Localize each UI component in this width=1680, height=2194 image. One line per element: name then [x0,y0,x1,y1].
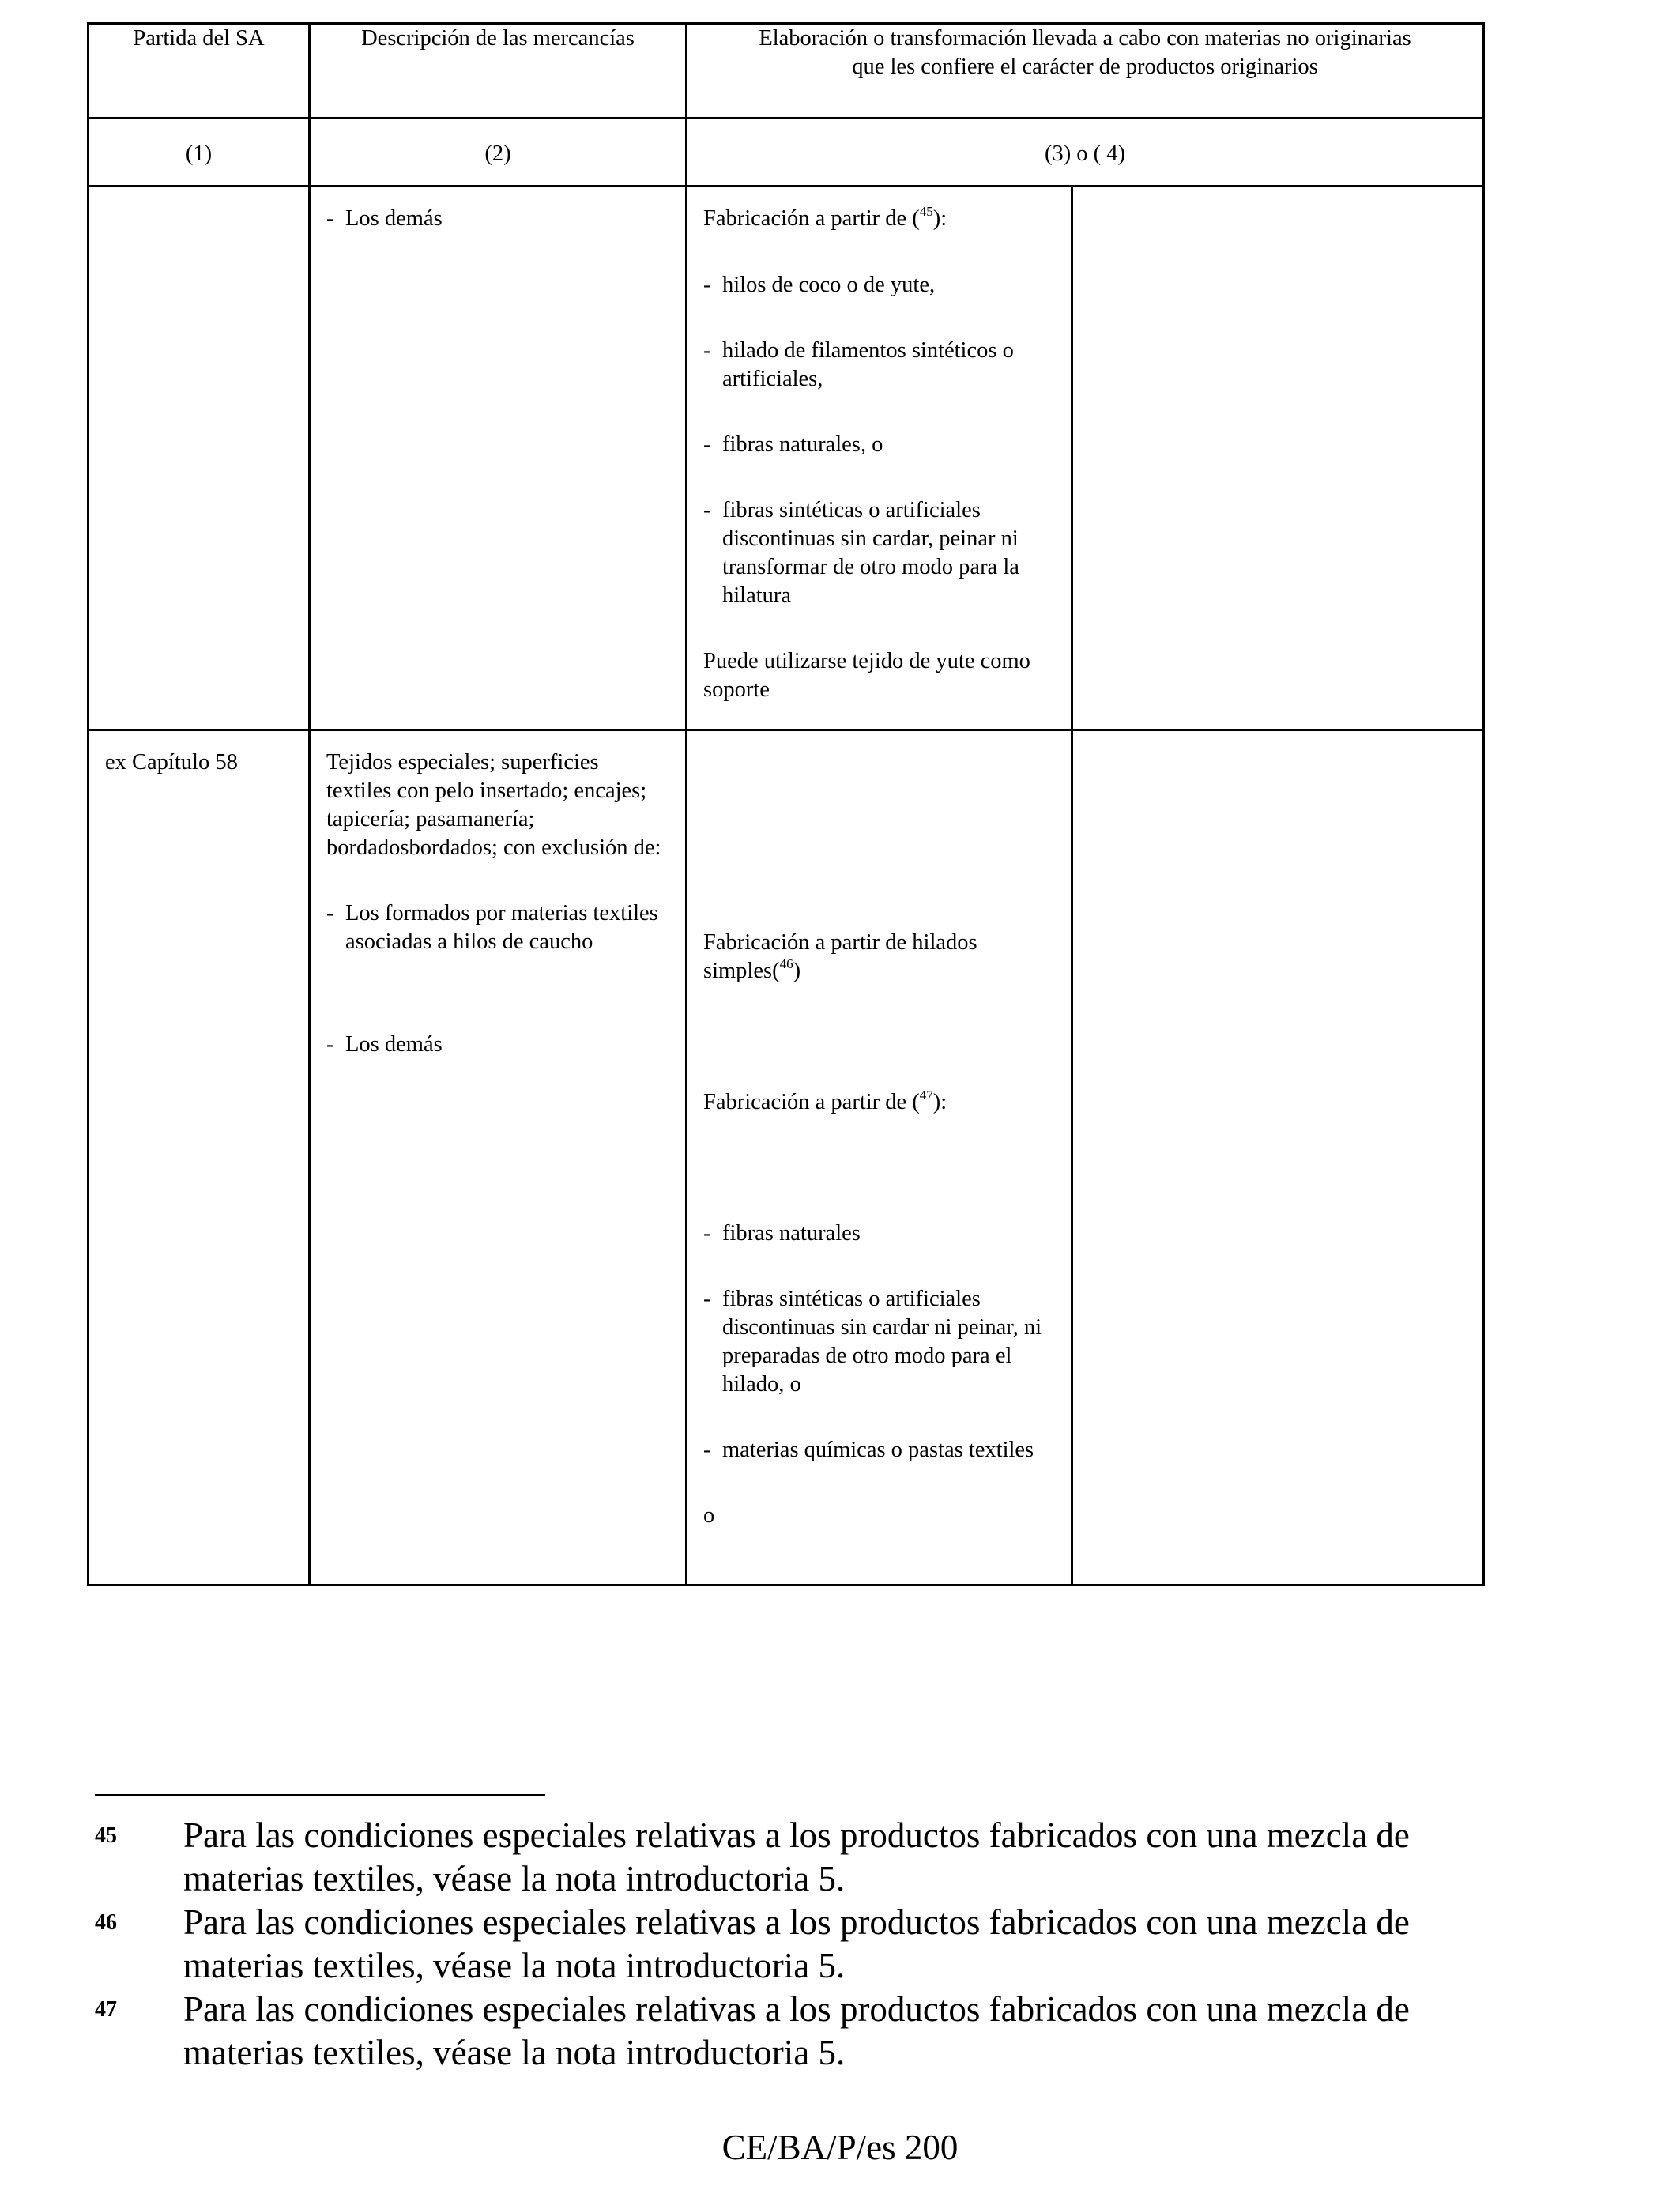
row1-rule-item: - hilos de coco o de yute, [703,271,1055,300]
footnote-text: Para las condiciones especiales relativas a los productos fabricados con una mezcla de materias textiles, véase la nota introductoria 5. [183,1989,1410,2072]
row2-rule-item: - materias químicas o pastas textiles [703,1436,1055,1465]
row2-rule-item: - fibras naturales [703,1220,1055,1248]
row2-desc-intro: Tejidos especiales; superficies textiles con pelo insertado; encajes; tapicería; pasamanería; bordadosbordados; con exclusión de: [326,750,661,860]
footnote-ref-45: 45 [919,203,933,219]
footnote-number: 45 [95,1823,117,1848]
row2-heading-cell [89,730,310,1585]
footnote [95,1814,1486,1901]
origin-rules-table [87,22,1485,1586]
footnote [95,1988,1486,2075]
row1-rule-cell [687,187,1072,730]
table-row [89,187,1484,730]
row1-description-cell [310,187,687,730]
page-footer: CE/BA/P/es 200 [721,2128,959,2167]
header-elaboracion-line1: Elaboración o transformación llevada a cabo con materias no originarias [759,26,1411,51]
col-number-2: (2) [310,119,687,187]
row1-rule-item: - fibras sintéticas o artificiales discontinuas sin cardar, peinar ni transformar de otro modo para la hilatura [703,496,1055,610]
row2-heading: ex Capítulo 58 [105,750,238,775]
footnote-text: Para las condiciones especiales relativas a los productos fabricados con una mezcla de materias textiles, véase la nota introductoria 5. [183,1815,1410,1898]
row2-col4-cell [1072,730,1484,1585]
table-header-row [89,24,1484,119]
footnote-separator [95,1794,545,1796]
header-elaboracion [687,24,1484,119]
row2-desc-item: - Los formados por materias textiles asociadas a hilos de caucho [326,899,669,956]
row1-rule-note: Puede utilizarse tejido de yute como soporte [703,649,1030,702]
row2-description-cell [310,730,687,1585]
row2-rule-cell [687,730,1072,1585]
header-descripcion: Descripción de las mercancías [310,24,687,119]
row2-rule-tail: o [703,1503,715,1528]
footnote-number: 47 [95,1997,117,2022]
row1-rule-intro: Fabricación a partir de ($^{45}$): [703,203,947,231]
footnote-ref-46: 46 [779,956,793,971]
header-partida: Partida del SA [89,24,310,119]
footnote-text: Para las condiciones especiales relativas a los productos fabricados con una mezcla de materias textiles, véase la nota introductoria 5. [183,1902,1410,1985]
row1-heading-cell [89,187,310,730]
col-number-1: (1) [89,119,310,187]
row1-col4-cell [1072,187,1484,730]
footnote-number: 46 [95,1910,117,1935]
header-elaboracion-line2: que les confiere el carácter de productos originarios [852,55,1318,79]
table-row [89,730,1484,1585]
row1-rule-item: - fibras naturales, o [703,431,1055,459]
row2-rule1: Fabricación a partir de hilados simples($^{46}$) [703,930,977,983]
col-number-3-4: (3) o ( 4) [687,119,1484,187]
footnote-ref-47: 47 [919,1087,933,1103]
row1-rule-item: - hilado de filamentos sintéticos o artificiales, [703,337,1055,394]
row2-rule-item: - fibras sintéticas o artificiales discontinuas sin cardar ni peinar, ni preparadas de otro modo para el hilado, o [703,1285,1055,1399]
table-number-row [89,119,1484,187]
row1-desc-item: - Los demás [326,205,669,233]
row2-desc-item: - Los demás [326,1031,669,1059]
row2-rule2-intro: Fabricación a partir de ($^{47}$): [703,1087,947,1114]
footnote [95,1901,1486,1988]
